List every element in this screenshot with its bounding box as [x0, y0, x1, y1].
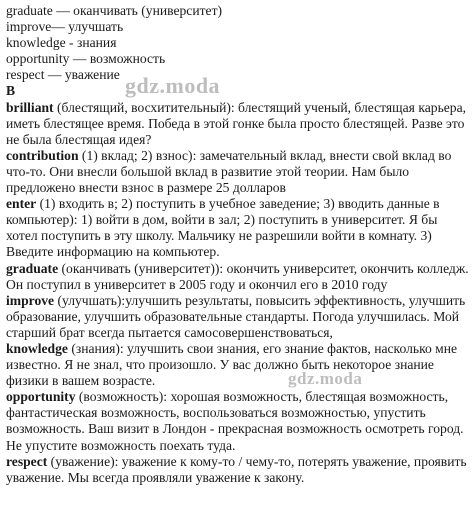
entry-brilliant	[6, 100, 472, 148]
entry-term: improve	[6, 292, 55, 308]
entry-term: enter	[6, 196, 37, 212]
watermark: gdz.moda	[288, 369, 363, 388]
entry-text: (возможность): хорошая возможность, блестящая возможность, фантастическая возможность, воспользоваться возможностью, упустить возможность. Ваш визит в Лондон - прекрасная возможность осмотреть город. Не упустите возможность поехать туда.	[6, 389, 464, 453]
entry-text: (блестящий, восхитительный): блестящий ученый, блестящая карьера, иметь блестящее время. Победа в этой гонке была просто блестящей. Разве это не была блестящая идея?	[6, 99, 467, 147]
entry-contribution	[6, 148, 472, 196]
entry-respect	[6, 454, 472, 486]
watermark: gdz.moda	[125, 73, 221, 98]
list-item: improve— улучшать	[6, 19, 124, 35]
entry-term: graduate	[6, 260, 59, 276]
entry-text: (улучшать):улучшить результаты, повысить эффективность, улучшить образование, улучшить образовательные стандарты. Погода улучшилась. Мой старший брат всегда пытается самосовершенствоваться,	[6, 292, 466, 340]
list-item: respect — уважение	[6, 67, 120, 83]
section-heading: B	[6, 83, 16, 99]
entry-text: (оканчивать (университет)): окончить университет, окончить колледж. Он поступил в университет в 2005 году и окончил его в 2010 году	[6, 260, 469, 292]
entry-term: respect	[6, 453, 48, 469]
entry-text: (1) входить в; 2) поступить в учебное заведение; 3) вводить данные в компьютер): 1) войти в дом, войти в зал; 2) поступить в университет. Я бы хотел поступить в эту школу. Мальчику не разрешили войти в комнату. 3) Введите информацию на компьютер.	[6, 196, 440, 260]
entry-term: opportunity	[6, 389, 76, 405]
entry-text: (знания): улучшить свои знания, его знание фактов, насколько мне известно. Я не знал, что произошло. У вас должно быть некоторое знание физики в вашем возрасте.	[6, 340, 458, 389]
entry-term: contribution	[6, 147, 79, 163]
list-item: opportunity — возможность	[6, 51, 166, 67]
document-body	[6, 3, 472, 486]
entry-text: (1) вклад; 2) взнос): замечательный вклад, внести свой вклад во что-то. Они внесли большой вклад в развитие этой теории. Нам было предложено внести взнос в размере 25 долларов	[6, 147, 452, 196]
list-item: graduate — оканчивать (университет)	[6, 3, 223, 18]
entry-term: knowledge	[6, 340, 68, 356]
list-item: knowledge - знания	[6, 35, 117, 51]
entry-opportunity	[6, 389, 472, 453]
entry-knowledge	[6, 341, 472, 389]
entry-improve	[6, 293, 472, 341]
entry-enter	[6, 196, 472, 260]
entry-text: (уважение): уважение к кому-то / чему-то, потерять уважение, проявить уважение. Мы всегда проявляли уважение к закону.	[6, 453, 467, 485]
entry-graduate	[6, 261, 472, 293]
entry-term: brilliant	[6, 99, 54, 115]
